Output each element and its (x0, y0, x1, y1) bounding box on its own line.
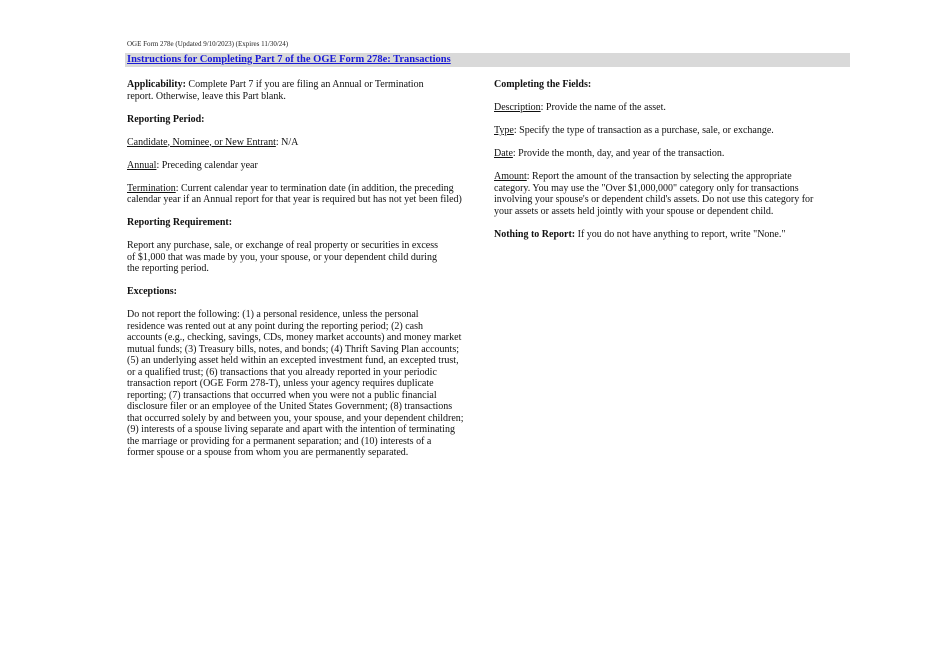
annual-period: Annual: Preceding calendar year (127, 159, 258, 171)
amount-field: Amount: Report the amount of the transaction by selecting the appropriate category. You may use the "Over $1,000,000" category only for transactions involving your spouse's or dependent child's assets. Do not use this category for your assets or assets held jointly with your spouse or dependent child. (494, 171, 814, 217)
reporting-requirement-text: Report any purchase, sale, or exchange of real property or securities in excess of $1,000 that was made by you, your spouse, or your dependent child during the reporting period. (127, 240, 438, 274)
instructions-title-link[interactable]: Instructions for Completing Part 7 of the OGE Form 278e: Transactions (127, 54, 451, 65)
type-field: Type: Specify the type of transaction as a purchase, sale, or exchange. (494, 125, 774, 136)
exceptions-text: Do not report the following: (1) a personal residence, unless the personal residence was rented out at any point during the reporting period; (2) cash accounts (e.g., checking, savings, CDs, money market accounts) and money market mutual funds; (3) Treasury bills, notes, and bonds; (4) Thrift Saving Plan accounts; (5) an underlying asset held within an excepted investment fund, an excepted trust, or a qualified trust; (6) transactions that you already reported in your periodic transaction report (OGE Form 278-T), unless your agency requires duplicate reporting; (7) transactions that occurred when you were not a public financial disclosure filer or an employee of the United States Government; (8) transactions that occurred solely by and between you, your spouse, and your dependent children; (9) interests of a spouse living separate and apart with the intention of terminating the marriage or providing for a permanent separation; and (10) interests of a former spouse or a spouse from whom you are permanently separated. (127, 309, 464, 458)
reporting-requirement-heading: Reporting Requirement: (127, 217, 233, 228)
title-bar (125, 53, 850, 67)
candidate-period: Candidate, Nominee, or New Entrant: N/A (127, 136, 299, 148)
right-column (494, 79, 834, 252)
description-field: Description: Provide the name of the asset. (494, 102, 666, 113)
applicability-label: Applicability: (127, 79, 186, 90)
termination-period: Termination: Current calendar year to termination date (in addition, the preceding calendar year if an Annual report for that year is required but has not yet been filed) (127, 182, 462, 205)
exceptions-heading: Exceptions: (127, 286, 177, 297)
form-identifier: OGE Form 278e (Updated 9/10/2023) (Expires 11/30/24) (127, 40, 289, 48)
nothing-to-report: Nothing to Report: If you do not have anything to report, write "None." (494, 228, 786, 240)
reporting-period-heading: Reporting Period: (127, 113, 205, 125)
applicability-section: Applicability: Complete Part 7 if you are filing an Annual or Termination report. Otherwise, leave this Part blank. (127, 79, 424, 102)
date-field: Date: Provide the month, day, and year of the transaction. (494, 148, 725, 159)
completing-fields-heading: Completing the Fields: (494, 79, 592, 90)
left-column (127, 79, 477, 470)
